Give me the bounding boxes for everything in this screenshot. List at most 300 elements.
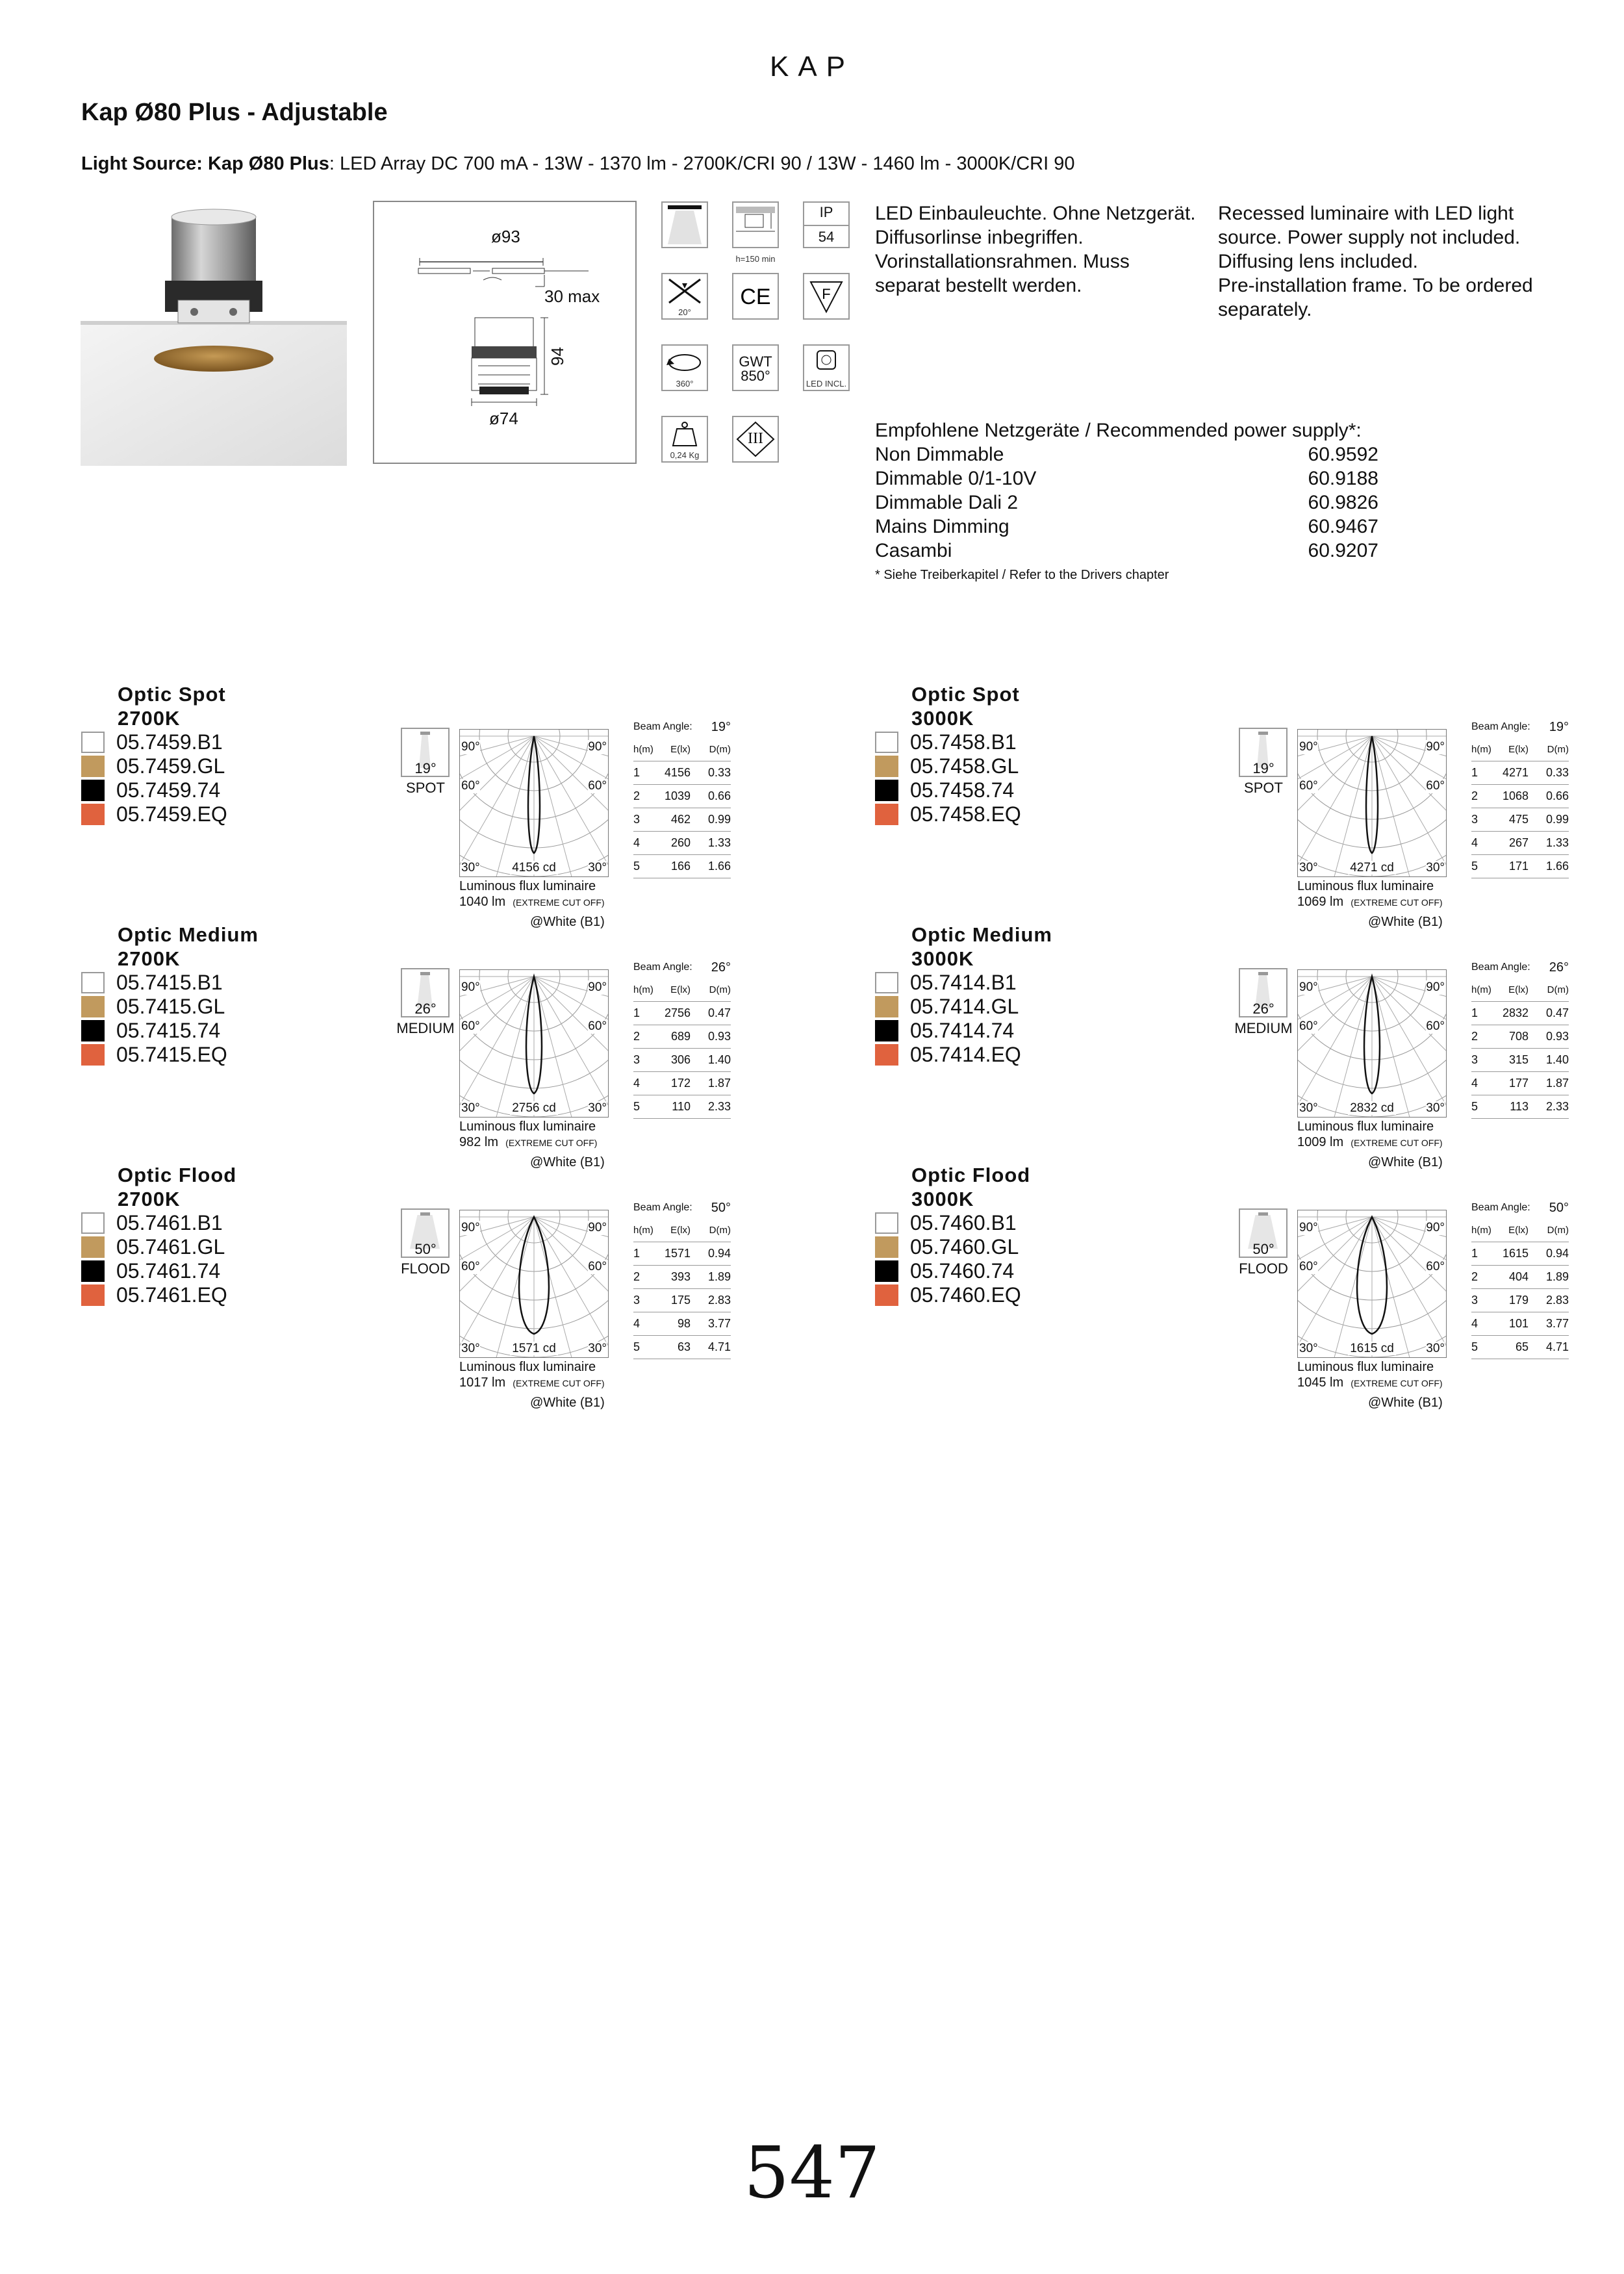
cell-h: 1	[633, 1006, 641, 1019]
power-supply-row	[875, 539, 1378, 563]
cell-e: 475	[1508, 813, 1529, 826]
cell-d: 4.71	[1545, 1340, 1569, 1353]
cell-d: 1.66	[707, 860, 731, 873]
beam-angle-value: 26°	[711, 960, 731, 975]
table-row	[633, 1266, 731, 1289]
cell-d: 2.83	[707, 1294, 731, 1307]
variant-row	[875, 971, 1017, 995]
finish-swatch	[875, 1284, 898, 1306]
finish-swatch	[875, 1212, 898, 1234]
cell-h: 4	[1471, 1317, 1478, 1330]
polar-label-60-right: 60°	[588, 1260, 607, 1273]
illuminance-table	[633, 978, 731, 1119]
cell-d: 1.89	[707, 1270, 731, 1283]
psu-name: Dimmable 0/1-10V	[875, 468, 1037, 489]
cell-e: 1615	[1502, 1247, 1529, 1260]
light-source-label: Light Source: Kap Ø80 Plus	[81, 153, 329, 174]
table-row	[633, 1095, 731, 1119]
cell-e: 63	[677, 1340, 691, 1353]
flux-label: Luminous flux luminaire	[459, 1119, 596, 1134]
variant-row	[81, 1235, 225, 1259]
gwt-value: 850°	[741, 368, 770, 384]
col-e: E(lx)	[1508, 1225, 1529, 1236]
variant-row	[875, 1211, 1017, 1235]
white-note: @White (B1)	[1368, 1155, 1443, 1169]
table-row	[1471, 1025, 1569, 1049]
beam-angle: 26°	[414, 1001, 437, 1017]
article-code: 05.7458.74	[910, 778, 1015, 802]
article-code: 05.7461.EQ	[116, 1283, 227, 1307]
cell-d: 3.77	[707, 1317, 731, 1330]
table-row	[633, 1049, 731, 1072]
description-de-line: Diffusorlinse inbegriffen.	[875, 227, 1084, 248]
psu-name: Mains Dimming	[875, 516, 1009, 537]
polar-label-90-right: 90°	[1426, 980, 1445, 994]
cell-h: 4	[633, 1317, 641, 1330]
flux-caption	[459, 1359, 605, 1391]
table-row	[633, 1002, 731, 1025]
variant-row	[875, 1259, 1014, 1283]
white-note: @White (B1)	[530, 1396, 605, 1410]
dim-depth: 30 max	[544, 287, 600, 306]
article-code: 05.7461.GL	[116, 1235, 225, 1258]
table-row	[1471, 1289, 1569, 1312]
article-code: 05.7415.B1	[116, 971, 223, 994]
dim-top-diameter: ø93	[491, 227, 520, 246]
table-header	[633, 1219, 731, 1242]
weight-icon	[661, 416, 708, 463]
cell-e: 179	[1508, 1294, 1529, 1307]
tilt-icon	[661, 273, 708, 320]
beam-name: MEDIUM	[1234, 1020, 1293, 1036]
col-d: D(m)	[709, 984, 731, 995]
finish-swatch	[875, 780, 898, 801]
power-supply-row	[875, 491, 1378, 515]
variant-row	[875, 1283, 1021, 1307]
peak-intensity-value: 4271 cd	[1348, 861, 1396, 875]
cell-e: 113	[1510, 1100, 1529, 1113]
cell-d: 0.94	[707, 1247, 731, 1260]
variant-row	[81, 1019, 220, 1043]
col-h: h(m)	[1471, 744, 1491, 755]
beam-angle-row	[1471, 956, 1569, 978]
article-code: 05.7414.GL	[910, 995, 1019, 1018]
variant-row	[81, 754, 225, 778]
cell-d: 1.40	[1545, 1053, 1569, 1066]
flux-value: 982 lm	[459, 1135, 499, 1149]
beam-angle-row	[1471, 1197, 1569, 1219]
col-d: D(m)	[1547, 984, 1569, 995]
flux-value: 1040 lm	[459, 895, 506, 909]
illuminance-table	[1471, 738, 1569, 878]
article-code: 05.7459.B1	[116, 730, 223, 754]
cell-h: 3	[1471, 1294, 1478, 1307]
article-code: 05.7414.74	[910, 1019, 1015, 1042]
beam-angle-label: Beam Angle:	[633, 962, 692, 973]
psu-name: Casambi	[875, 540, 952, 561]
article-code: 05.7458.B1	[910, 730, 1017, 754]
drivers-note: * Siehe Treiberkapitel / Refer to the Drivers chapter	[875, 568, 1169, 582]
variant-row	[81, 1043, 227, 1067]
col-d: D(m)	[709, 744, 731, 755]
cell-h: 5	[633, 860, 641, 873]
cutoff-note: (EXTREME CUT OFF)	[513, 897, 605, 908]
description-de-line: separat bestellt werden.	[875, 275, 1082, 296]
cell-h: 1	[633, 766, 641, 779]
article-code: 05.7458.GL	[910, 754, 1019, 778]
variant-row	[81, 1211, 223, 1235]
peak-intensity	[460, 1342, 608, 1356]
polar-diagram	[1297, 729, 1447, 877]
downlight-icon	[661, 201, 708, 248]
table-row	[1471, 1002, 1569, 1025]
cell-e: 175	[670, 1294, 691, 1307]
beam-angle-label: Beam Angle:	[1471, 962, 1530, 973]
cell-e: 2756	[664, 1006, 691, 1019]
variant-row	[81, 730, 223, 754]
beam-angle: 50°	[1252, 1241, 1275, 1257]
cell-e: 689	[670, 1030, 691, 1043]
flux-value: 1045 lm	[1297, 1375, 1344, 1390]
beam-table	[1471, 956, 1569, 1119]
table-row	[633, 808, 731, 832]
beam-angle-value: 50°	[711, 1200, 731, 1215]
beam-name: SPOT	[1244, 780, 1283, 796]
variant-row	[81, 802, 227, 826]
finish-swatch	[875, 1236, 898, 1258]
beam-name: FLOOD	[401, 1260, 450, 1277]
polar-label-90-left: 90°	[1299, 740, 1318, 754]
white-note: @White (B1)	[530, 915, 605, 929]
peak-intensity	[1298, 861, 1446, 875]
cell-e: 177	[1508, 1077, 1529, 1090]
cell-d: 0.93	[1545, 1030, 1569, 1043]
cell-e: 65	[1515, 1340, 1529, 1353]
polar-label-90-left: 90°	[461, 980, 480, 994]
gwt-label: GWT	[739, 353, 772, 370]
beam-name: SPOT	[406, 780, 445, 796]
light-source-line	[81, 153, 1075, 175]
beam-angle-row	[1471, 716, 1569, 738]
variant-row	[875, 802, 1021, 826]
cell-e: 4156	[664, 766, 691, 779]
polar-label-90-left: 90°	[461, 1221, 480, 1234]
article-code: 05.7460.B1	[910, 1211, 1017, 1234]
table-header	[633, 978, 731, 1002]
polar-label-60-left: 60°	[1299, 1260, 1318, 1273]
polar-label-30-left: 30°	[461, 1101, 480, 1115]
table-row	[1471, 832, 1569, 855]
variant-row	[875, 1235, 1019, 1259]
peak-intensity-value: 4156 cd	[510, 861, 558, 875]
finish-swatch	[875, 1020, 898, 1041]
table-header	[633, 738, 731, 761]
polar-label-30-right: 30°	[588, 861, 607, 875]
optic-cct: 3000K	[911, 947, 974, 970]
article-code: 05.7460.74	[910, 1259, 1015, 1283]
article-code: 05.7461.74	[116, 1259, 221, 1283]
col-d: D(m)	[1547, 744, 1569, 755]
finish-swatch	[81, 804, 105, 825]
polar-label-60-left: 60°	[1299, 1019, 1318, 1033]
optic-name: Optic Medium	[911, 923, 1052, 946]
finish-swatch	[81, 1044, 105, 1066]
cell-d: 0.33	[1545, 766, 1569, 779]
variant-row	[875, 1019, 1014, 1043]
beam-angle: 19°	[1252, 760, 1275, 776]
table-row	[1471, 1095, 1569, 1119]
led-caption: LED INCL.	[806, 379, 847, 389]
table-row	[1471, 808, 1569, 832]
cell-d: 3.77	[1545, 1317, 1569, 1330]
description-de-line: Vorinstallationsrahmen. Muss	[875, 251, 1130, 272]
polar-label-60-right: 60°	[588, 779, 607, 793]
power-supply-row	[875, 442, 1378, 466]
ceiling-mount-icon	[732, 201, 779, 264]
article-code: 05.7414.EQ	[910, 1043, 1021, 1066]
cell-e: 171	[1508, 860, 1529, 873]
variant-row	[81, 1283, 227, 1307]
cell-d: 0.99	[1545, 813, 1569, 826]
variant-row	[81, 778, 220, 802]
peak-intensity	[1298, 1101, 1446, 1116]
cell-h: 3	[1471, 813, 1478, 826]
polar-diagram	[459, 969, 609, 1118]
finish-swatch	[81, 1236, 105, 1258]
description-en-line: separately.	[1218, 299, 1312, 320]
beam-name: MEDIUM	[396, 1020, 455, 1036]
polar-label-60-right: 60°	[1426, 779, 1445, 793]
cell-e: 393	[670, 1270, 691, 1283]
polar-label-30-left: 30°	[461, 861, 480, 875]
peak-intensity-value: 2832 cd	[1348, 1101, 1396, 1115]
polar-label-90-right: 90°	[588, 1221, 607, 1234]
finish-swatch	[875, 756, 898, 777]
cell-d: 0.47	[1545, 1006, 1569, 1019]
peak-intensity-value: 1571 cd	[510, 1342, 558, 1355]
cell-h: 1	[1471, 1247, 1478, 1260]
finish-swatch	[81, 1260, 105, 1282]
table-row	[633, 1312, 731, 1336]
table-row	[633, 855, 731, 878]
finish-swatch	[81, 732, 105, 753]
article-code: 05.7415.74	[116, 1019, 221, 1042]
cell-d: 1.40	[707, 1053, 731, 1066]
variant-row	[875, 1043, 1021, 1067]
variant-row	[875, 730, 1017, 754]
product-photo	[81, 203, 347, 466]
optic-name: Optic Flood	[118, 1164, 237, 1186]
article-code: 05.7414.B1	[910, 971, 1017, 994]
cell-h: 2	[633, 1030, 641, 1043]
flux-value-row	[1297, 894, 1443, 910]
svg-text:CE: CE	[740, 285, 771, 309]
cell-h: 3	[633, 1294, 641, 1307]
article-code: 05.7461.B1	[116, 1211, 223, 1234]
cell-e: 110	[672, 1100, 691, 1113]
rotate-icon	[661, 344, 708, 391]
cell-e: 267	[1508, 836, 1529, 849]
cell-h: 2	[1471, 1030, 1478, 1043]
illuminance-table	[1471, 1219, 1569, 1359]
cell-e: 172	[670, 1077, 691, 1090]
cell-e: 260	[670, 836, 691, 849]
polar-label-90-left: 90°	[1299, 1221, 1318, 1234]
peak-intensity-value: 1615 cd	[1348, 1342, 1396, 1355]
cell-e: 1571	[664, 1247, 691, 1260]
polar-label-60-right: 60°	[1426, 1260, 1445, 1273]
polar-label-30-left: 30°	[1299, 1101, 1318, 1115]
finish-swatch	[875, 732, 898, 753]
cell-h: 1	[633, 1247, 641, 1260]
table-row	[1471, 1072, 1569, 1095]
beam-name: FLOOD	[1239, 1260, 1288, 1277]
illuminance-table	[633, 738, 731, 878]
psu-name: Dimmable Dali 2	[875, 492, 1019, 513]
cell-h: 4	[633, 1077, 641, 1090]
optic-cct: 3000K	[911, 1188, 974, 1210]
polar-label-90-right: 90°	[1426, 740, 1445, 754]
polar-label-90-right: 90°	[588, 740, 607, 754]
optic-name: Optic Medium	[118, 923, 259, 946]
cell-h: 5	[1471, 860, 1478, 873]
flux-value: 1009 lm	[1297, 1135, 1344, 1149]
flux-caption	[459, 1119, 597, 1151]
polar-label-30-right: 30°	[588, 1101, 607, 1115]
cell-d: 2.33	[1545, 1100, 1569, 1113]
psu-code: 60.9592	[1308, 444, 1378, 465]
beam-table	[1471, 1197, 1569, 1359]
psu-code: 60.9207	[1308, 540, 1378, 561]
cell-h: 5	[633, 1340, 641, 1353]
flux-caption	[1297, 1119, 1443, 1151]
polar-label-90-right: 90°	[1426, 1221, 1445, 1234]
finish-swatch	[81, 756, 105, 777]
beam-angle-label: Beam Angle:	[1471, 1202, 1530, 1213]
cell-e: 315	[1508, 1053, 1529, 1066]
led-included-icon	[803, 344, 850, 391]
cell-h: 2	[633, 1270, 641, 1283]
rotate-caption: 360°	[676, 379, 694, 389]
table-row	[633, 1336, 731, 1359]
polar-label-60-left: 60°	[461, 779, 480, 793]
beam-table	[633, 956, 731, 1119]
cutoff-note: (EXTREME CUT OFF)	[505, 1138, 598, 1148]
col-d: D(m)	[709, 1225, 731, 1236]
beam-table	[1471, 716, 1569, 878]
dim-bottom-diameter: ø74	[489, 409, 518, 428]
polar-label-90-left: 90°	[461, 740, 480, 754]
flux-label: Luminous flux luminaire	[459, 879, 596, 893]
cell-d: 0.47	[707, 1006, 731, 1019]
power-supply-heading: Empfohlene Netzgeräte / Recommended power supply*:	[875, 420, 1362, 441]
flux-value-row	[459, 1375, 605, 1391]
description-en-line: Pre-installation frame. To be ordered	[1218, 275, 1533, 296]
finish-swatch	[81, 1020, 105, 1041]
cell-e: 4271	[1502, 766, 1529, 779]
ip-rating-icon	[803, 201, 850, 248]
product-title: Kap Ø80 Plus - Adjustable	[81, 99, 388, 126]
variant-row	[875, 778, 1014, 802]
white-note: @White (B1)	[1368, 915, 1443, 929]
finish-swatch	[875, 972, 898, 993]
cell-e: 98	[677, 1317, 691, 1330]
flux-caption	[1297, 1359, 1443, 1391]
optic-title	[118, 682, 226, 730]
cell-d: 0.99	[707, 813, 731, 826]
psu-code: 60.9467	[1308, 516, 1378, 537]
polar-diagram	[1297, 1210, 1447, 1358]
article-code: 05.7459.EQ	[116, 802, 227, 826]
cell-e: 462	[670, 813, 691, 826]
cell-d: 0.66	[707, 789, 731, 802]
psu-name: Non Dimmable	[875, 444, 1004, 465]
optic-name: Optic Spot	[911, 683, 1020, 706]
description-de	[875, 201, 1213, 298]
finish-swatch	[875, 1044, 898, 1066]
cell-h: 4	[633, 836, 641, 849]
polar-label-30-right: 30°	[1426, 1342, 1445, 1355]
cell-h: 5	[1471, 1100, 1478, 1113]
glow-wire-icon	[732, 344, 779, 391]
power-supply-row	[875, 466, 1378, 491]
finish-swatch	[875, 1260, 898, 1282]
peak-intensity	[460, 861, 608, 875]
table-row	[1471, 785, 1569, 808]
description-en-line: Recessed luminaire with LED light	[1218, 203, 1514, 224]
optic-name: Optic Spot	[118, 683, 226, 706]
beam-angle-value: 19°	[711, 719, 731, 734]
polar-label-30-left: 30°	[1299, 1342, 1318, 1355]
cell-d: 1.87	[707, 1077, 731, 1090]
cell-d: 1.33	[707, 836, 731, 849]
beam-angle-row	[633, 956, 731, 978]
table-header	[1471, 1219, 1569, 1242]
col-h: h(m)	[1471, 984, 1491, 995]
beam-angle: 50°	[414, 1241, 437, 1257]
table-row	[1471, 1049, 1569, 1072]
cell-e: 1068	[1502, 789, 1529, 802]
cell-h: 5	[633, 1100, 641, 1113]
polar-label-60-left: 60°	[461, 1260, 480, 1273]
variant-row	[81, 971, 223, 995]
col-h: h(m)	[633, 984, 653, 995]
variant-row	[81, 995, 225, 1019]
col-h: h(m)	[1471, 1225, 1491, 1236]
optic-title	[911, 1163, 1030, 1211]
cell-e: 306	[670, 1053, 691, 1066]
finish-swatch	[875, 804, 898, 825]
light-source-text: : LED Array DC 700 mA - 13W - 1370 lm - 2700K/CRI 90 / 13W - 1460 lm - 3000K/CRI 90	[329, 153, 1075, 174]
cell-e: 101	[1508, 1317, 1529, 1330]
power-supply-list	[875, 418, 1378, 563]
optic-title	[911, 923, 1052, 971]
cell-h: 4	[1471, 836, 1478, 849]
cell-d: 2.33	[707, 1100, 731, 1113]
table-row	[633, 1289, 731, 1312]
ip-value: 54	[818, 229, 835, 245]
table-row	[1471, 855, 1569, 878]
variant-row	[875, 754, 1019, 778]
ce-mark-icon	[732, 273, 779, 320]
cutoff-note: (EXTREME CUT OFF)	[513, 1378, 605, 1388]
beam-angle-label: Beam Angle:	[633, 1202, 692, 1213]
illuminance-table	[1471, 978, 1569, 1119]
finish-swatch	[81, 1212, 105, 1234]
article-code: 05.7459.GL	[116, 754, 225, 778]
beam-angle-row	[633, 716, 731, 738]
table-row	[633, 785, 731, 808]
